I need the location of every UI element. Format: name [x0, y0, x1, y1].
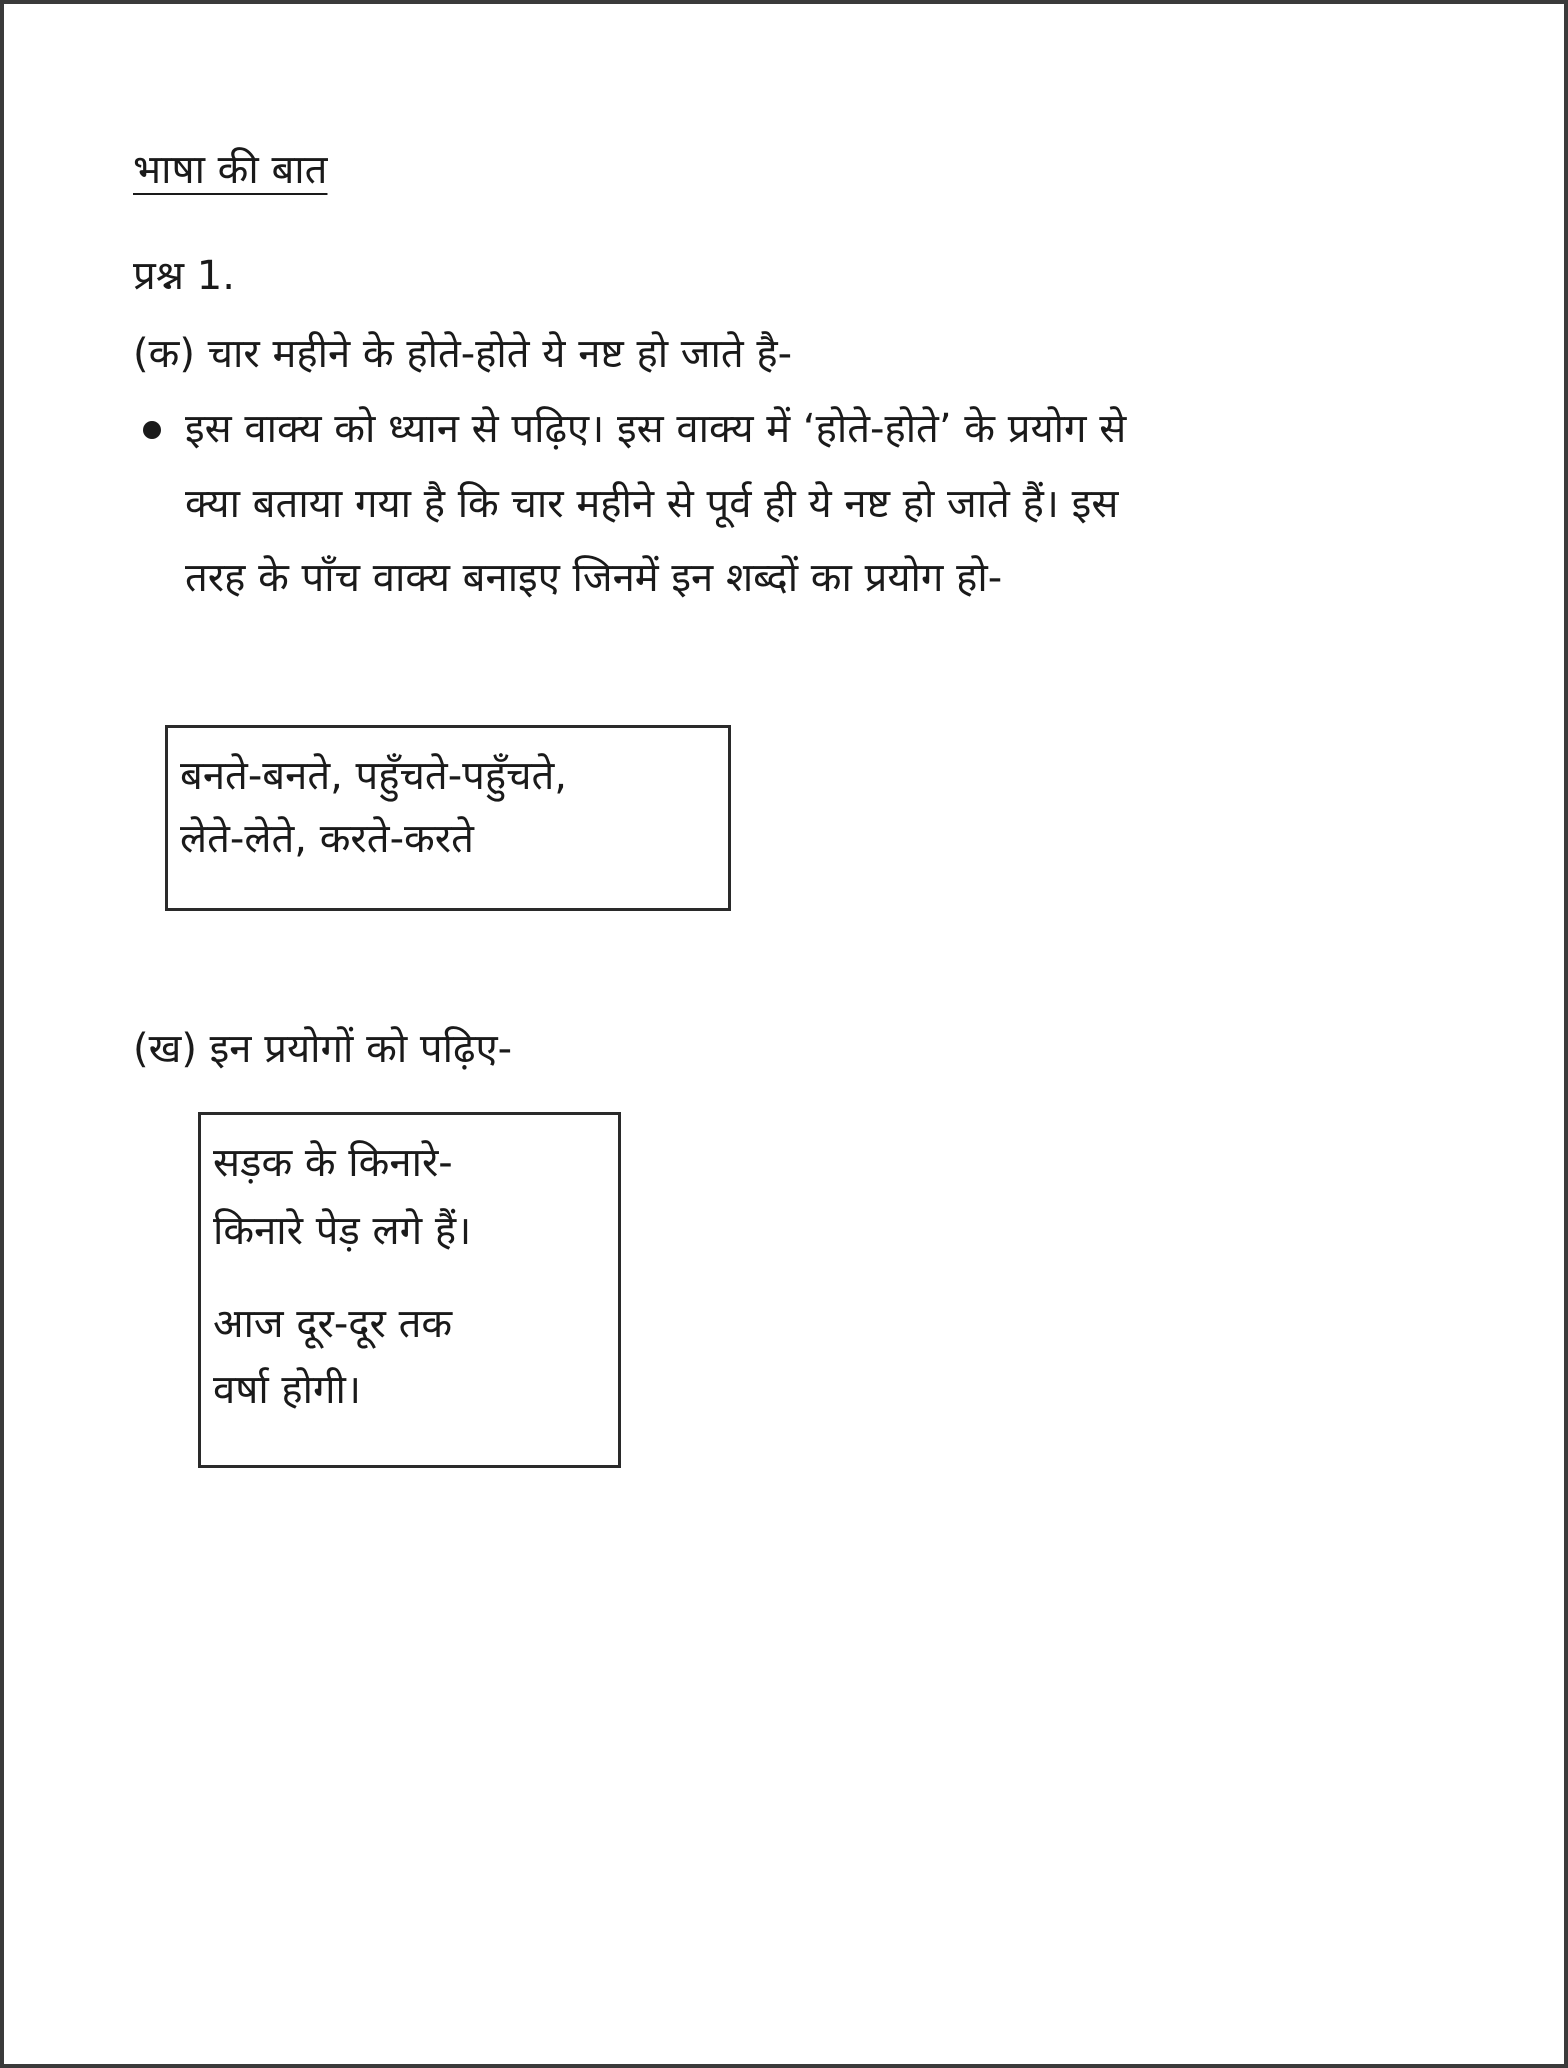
part-a-prompt: (क) चार महीने के होते-होते ये नष्ट हो जाते है-: [133, 331, 793, 377]
instruction-line-1: इस वाक्य को ध्यान से पढ़िए। इस वाक्य में ‘होते-होते’ के प्रयोग से: [185, 406, 1127, 452]
question-label: प्रश्न 1.: [133, 253, 235, 299]
section-heading: भाषा की बात: [133, 147, 328, 193]
word-box-line-1: बनते-बनते, पहुँचते-पहुँचते,: [180, 753, 568, 799]
part-b-prompt: (ख) इन प्रयोगों को पढ़िए-: [133, 1026, 513, 1072]
instruction-line-3: तरह के पाँच वाक्य बनाइए जिनमें इन शब्दों का प्रयोग हो-: [185, 555, 1003, 601]
example-line-2: किनारे पेड़ लगे हैं।: [213, 1208, 472, 1254]
example-line-1: सड़क के किनारे-: [213, 1140, 453, 1186]
example-box: [198, 1112, 621, 1468]
example-line-4: वर्षा होगी।: [213, 1367, 362, 1413]
word-box: [165, 725, 731, 911]
bullet-icon: [143, 421, 161, 439]
instruction-line-2: क्या बताया गया है कि चार महीने से पूर्व ही ये नष्ट हो जाते हैं। इस: [185, 481, 1119, 527]
word-box-line-2: लेते-लेते, करते-करते: [180, 816, 474, 862]
example-line-3: आज दूर-दूर तक: [213, 1301, 453, 1347]
